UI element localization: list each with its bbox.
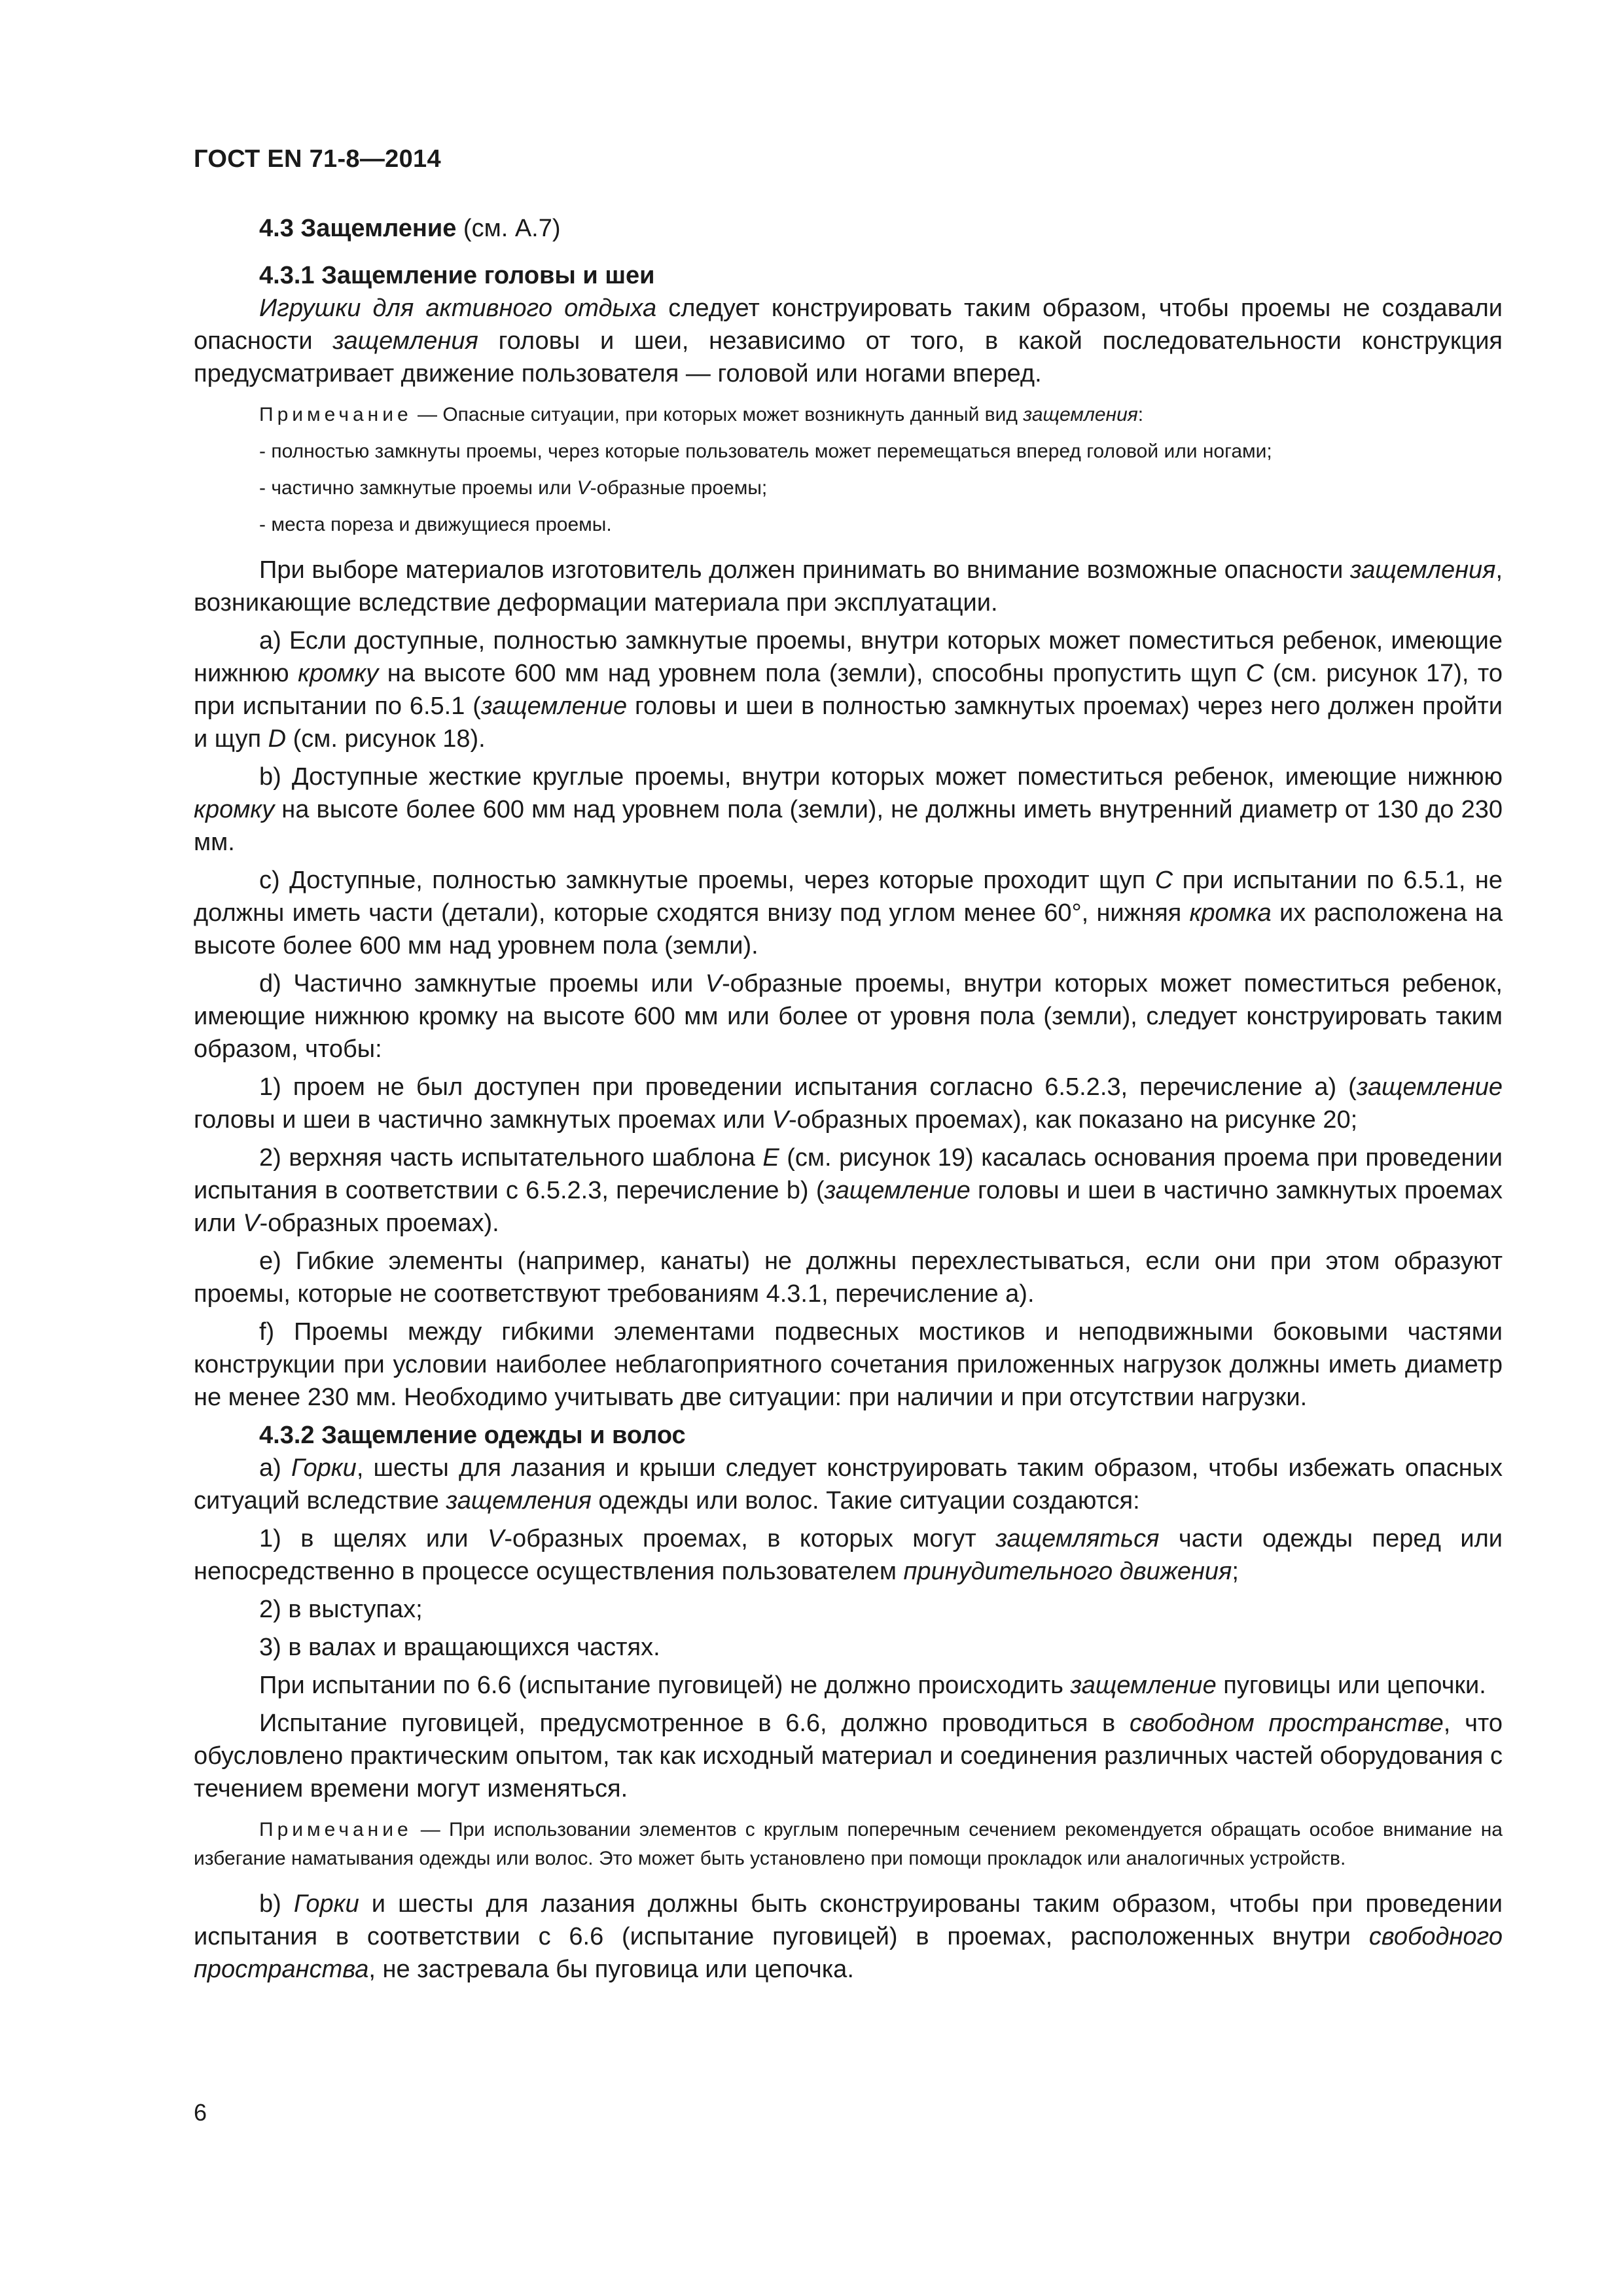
paragraph-4-3-2-a-2: 2) в выступах;: [259, 1596, 423, 1623]
paragraph-item-a: a) Если доступные, полностью замкнутые проемы, внутри которых может поместиться ребенок, имеющие нижнюю кромку на высоте 600 мм над уровнем пола (земли), способны пропустить щуп С (см. рисунок 17), то при испытании по 6.5.1 (защемление головы и шеи в полностью замкнутых проемах) через него должен пройти и щуп D (см. рисунок 18).: [194, 627, 1503, 753]
paragraph-4-3-2-b: b) Горки и шесты для лазания должны быть сконструированы таким образом, чтобы при проведении испытания в соответствии с 6.6 (испытание пуговицей) в проемах, расположенных внутри свободного пространства, не застревала бы пуговица или цепочка.: [194, 1890, 1503, 1983]
paragraph-4-3-2-a-1: 1) в щелях или V-образных проемах, в которых могут защемляться части одежды перед или непосредственно в процессе осуществления пользователем принудительного движения;: [194, 1525, 1503, 1585]
section-4-3-ref: (см. А.7): [463, 215, 561, 242]
paragraph-head-neck-intro: Игрушки для активного отдыха следует конструировать таким образом, чтобы проемы не создавали опасности защемления головы и шеи, независимо от того, в какой последовательности конструкция предусматривает движение пользователя — головой или ногами вперед.: [194, 295, 1503, 387]
note-1-item-3: - места пореза и движущиеся проемы.: [259, 514, 612, 535]
paragraph-item-d: d) Частично замкнутые проемы или V-образные проемы, внутри которых может поместиться ребенок, имеющие нижнюю кромку на высоте 600 мм или более от уровня пола (земли), следует конструировать таким образом, чтобы:: [194, 970, 1503, 1063]
paragraph-button-test-free-space: Испытание пуговицей, предусмотренное в 6.6, должно проводиться в свободном пространстве, что обусловлено практическим опытом, так как исходный материал и соединения различных частей оборудования с течением времени могут изменяться.: [194, 1710, 1503, 1803]
section-4-3-1-heading: 4.3.1 Защемление головы и шеи: [259, 262, 655, 289]
section-4-3-heading: [194, 212, 1503, 245]
note-label: Примечание: [259, 1819, 412, 1840]
paragraph-item-d-1: 1) проем не был доступен при проведении испытания согласно 6.5.2.3, перечисление а) (защемление головы и шеи в частично замкнутых проемах или V-образных проемах), как показано на рисунке 20;: [194, 1073, 1503, 1134]
page-content: [194, 143, 1503, 1991]
paragraph-item-b: b) Доступные жесткие круглые проемы, внутри которых может поместиться ребенок, имеющие нижнюю кромку на высоте более 600 мм над уровнем пола (земли), не должны иметь внутренний диаметр от 130 до 230 мм.: [194, 763, 1503, 856]
note-block-1: [194, 401, 1503, 539]
note-block-2: [194, 1816, 1503, 1873]
note-1-heading: Примечание — Опасные ситуации, при которых может возникнуть данный вид защемления:: [259, 404, 1144, 425]
paragraph-item-e: e) Гибкие элементы (например, канаты) не должны перехлестываться, если они при этом образуют проемы, которые не соответствуют требованиям 4.3.1, перечисление а).: [194, 1247, 1503, 1308]
section-4-3-2-heading: 4.3.2 Защемление одежды и волос: [259, 1422, 686, 1449]
document-header: ГОСТ EN 71-8—2014: [194, 145, 441, 173]
paragraph-4-3-2-a-3: 3) в валах и вращающихся частях.: [259, 1634, 660, 1661]
paragraph-item-c: c) Доступные, полностью замкнутые проемы, через которые проходит щуп С при испытании по 6.5.1, не должны иметь части (детали), которые сходятся внизу под углом менее 60°, нижняя кромка их расположена на высоте более 600 мм над уровнем пола (земли).: [194, 867, 1503, 960]
page-number: 6: [194, 2099, 207, 2126]
paragraph-materials: При выборе материалов изготовитель должен принимать во внимание возможные опасности защемления, возникающие вследствие деформации материала при эксплуатации.: [194, 556, 1503, 617]
section-4-3-title: 4.3 Защемление: [259, 215, 457, 242]
paragraph-item-f: f) Проемы между гибкими элементами подвесных мостиков и неподвижными боковыми частями конструкции при условии наиболее неблагоприятного сочетания приложенных нагрузок должны иметь диаметр не менее 230 мм. Необходимо учитывать две ситуации: при наличии и при отсутствии нагрузки.: [194, 1318, 1503, 1411]
paragraph-4-3-2-a: a) Горки, шесты для лазания и крыши следует конструировать таким образом, чтобы избежать опасных ситуаций вследствие защемления одежды или волос. Такие ситуации создаются:: [194, 1454, 1503, 1515]
paragraph-button-test: При испытании по 6.6 (испытание пуговицей) не должно происходить защемление пуговицы или цепочки.: [259, 1672, 1486, 1699]
note-1-item-1: - полностью замкнуты проемы, через которые пользователь может перемещаться вперед головой или ногами;: [259, 440, 1272, 462]
note-label: Примечание: [259, 404, 412, 425]
paragraph-item-d-2: 2) верхняя часть испытательного шаблона E (см. рисунок 19) касалась основания проема при проведении испытания в соответствии с 6.5.2.3, перечисление b) (защемление головы и шеи в частично замкнутых проемах или V-образных проемах).: [194, 1144, 1503, 1237]
note-2-text: Примечание — При использовании элементов с круглым поперечным сечением рекомендуется обращать особое внимание на избегание наматывания одежды или волос. Это может быть установлено при помощи прокладок или аналогичных устройств.: [194, 1819, 1503, 1869]
note-1-item-2: - частично замкнутые проемы или V-образные проемы;: [259, 477, 768, 499]
